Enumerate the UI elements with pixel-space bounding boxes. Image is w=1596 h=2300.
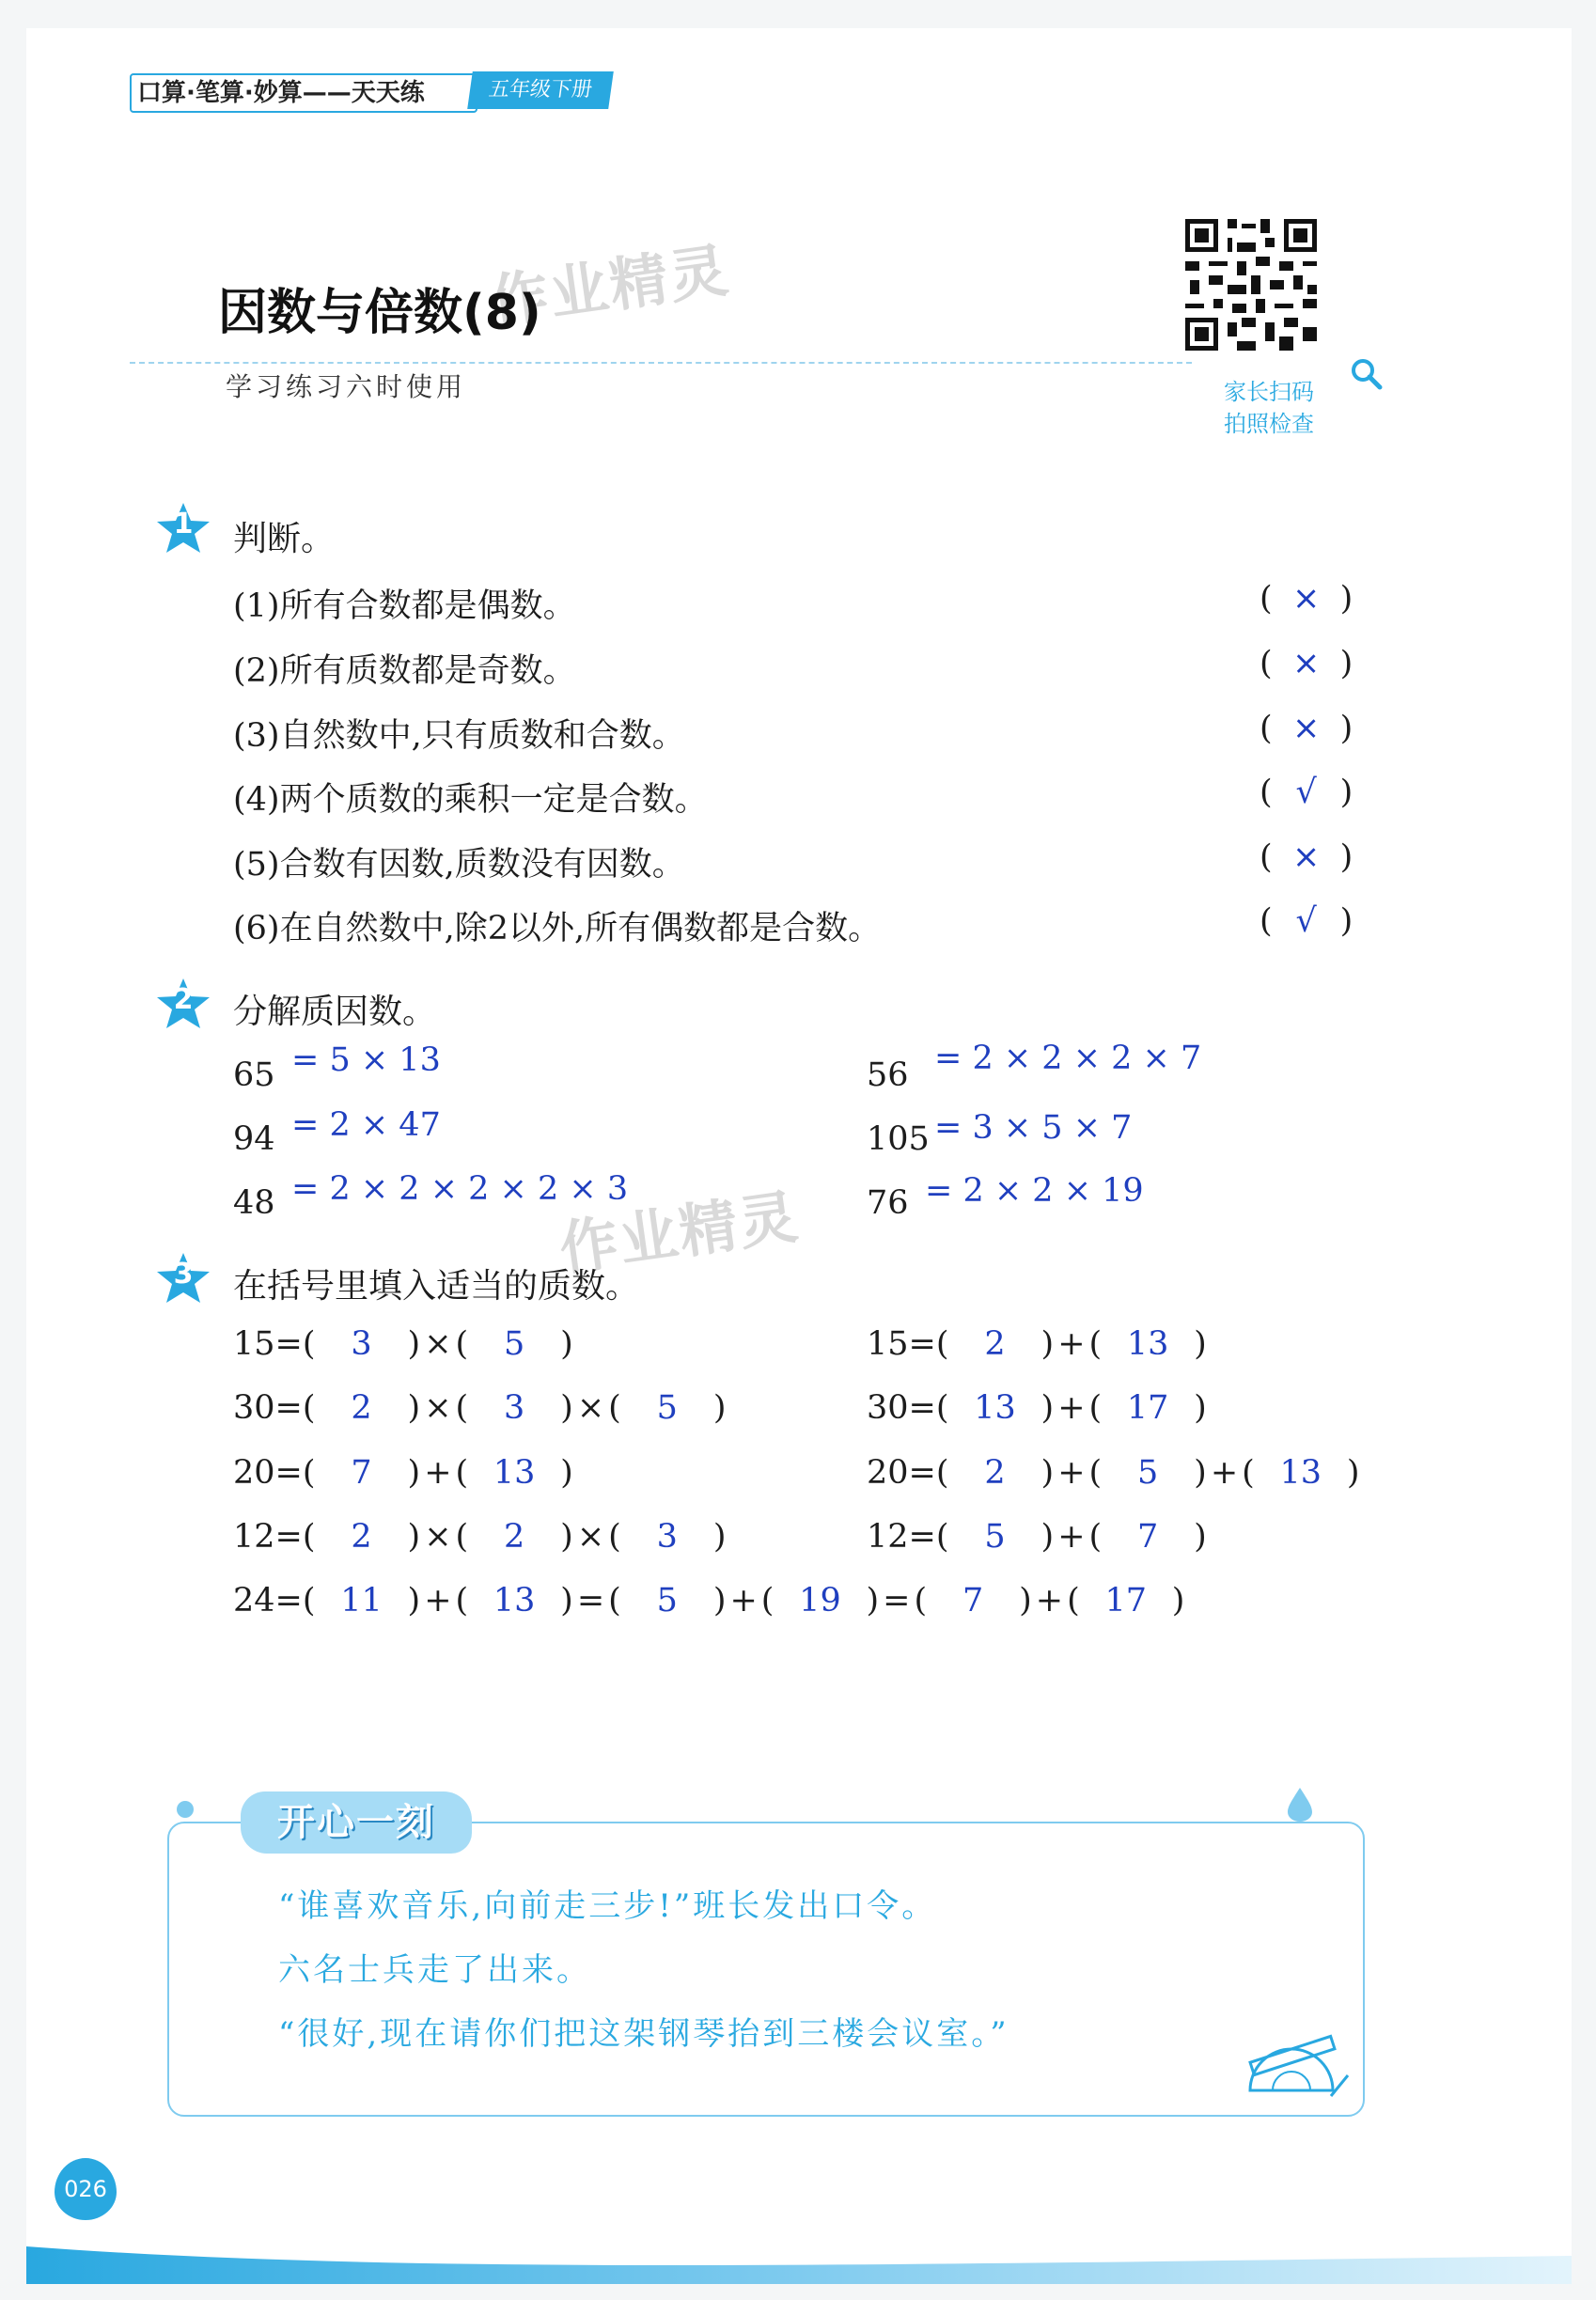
- series-header: [130, 68, 628, 117]
- prime-answer-blank[interactable]: ( 3 ): [455, 1389, 573, 1427]
- prime-answer-value: 17: [1126, 1389, 1169, 1427]
- equation-prefix: 20=: [233, 1454, 303, 1492]
- prime-answer-value: 13: [1126, 1325, 1169, 1363]
- prime-answer-blank[interactable]: ( 2 ): [935, 1454, 1055, 1492]
- judge-item-4: (4)两个质数的乘积一定是合数。: [233, 781, 708, 819]
- ruler-protractor-icon: [1241, 2030, 1353, 2105]
- qr-label-line-2: 拍照检查: [1224, 411, 1314, 437]
- prime-answer-value: 19: [799, 1582, 841, 1619]
- factor-answer-48[interactable]: = 2 × 2 × 2 × 2 × 3: [291, 1170, 629, 1208]
- prime-fill-line: [233, 1454, 573, 1492]
- prime-answer-value: 2: [984, 1454, 1006, 1492]
- judge-answer-5[interactable]: ( × ): [1260, 838, 1353, 876]
- operator: ×: [424, 1389, 452, 1427]
- grade-badge: 五年级下册: [467, 71, 614, 109]
- judge-mark-4: √: [1295, 774, 1317, 811]
- prime-answer-value: 2: [984, 1325, 1006, 1363]
- prime-fill-line: [233, 1518, 726, 1556]
- prime-answer-value: 17: [1104, 1582, 1147, 1619]
- prime-fill-line: [867, 1454, 1359, 1492]
- operator: =: [576, 1582, 605, 1619]
- drop-decoration-icon: [175, 1799, 196, 1820]
- judge-mark-5: ×: [1291, 838, 1321, 876]
- operator: +: [1057, 1518, 1086, 1556]
- factor-answer-56[interactable]: = 2 × 2 × 2 × 7: [934, 1040, 1202, 1077]
- prime-answer-value: 13: [493, 1582, 536, 1619]
- judge-item-5: (5)合数有因数,质数没有因数。: [233, 846, 685, 884]
- factor-answer-65[interactable]: = 5 × 13: [291, 1041, 441, 1079]
- factor-number-65: 65: [233, 1056, 275, 1094]
- prime-answer-value: 3: [504, 1389, 525, 1427]
- judge-item-6: (6)在自然数中,除2以外,所有偶数都是合数。: [233, 910, 882, 947]
- prime-answer-blank[interactable]: ( 5 ): [608, 1582, 727, 1619]
- prime-answer-blank[interactable]: ( 5 ): [1088, 1454, 1207, 1492]
- page-number: 026: [55, 2158, 117, 2220]
- prime-answer-value: 13: [493, 1454, 536, 1492]
- prime-fill-line: [233, 1389, 726, 1427]
- prime-answer-blank[interactable]: ( 5 ): [455, 1325, 573, 1363]
- factor-number-48: 48: [233, 1184, 275, 1222]
- prime-answer-blank[interactable]: ( 2 ): [302, 1389, 421, 1427]
- factor-number-76: 76: [867, 1184, 909, 1222]
- footer-wave-decoration: [26, 2228, 1572, 2284]
- prime-answer-blank[interactable]: ( 13 ): [455, 1454, 573, 1492]
- qr-label-line-1: 家长扫码: [1224, 379, 1314, 405]
- fun-moment-tag: 开心一刻: [241, 1791, 472, 1854]
- prime-answer-blank[interactable]: ( 2 ): [455, 1518, 573, 1556]
- fun-line-3: “很好,现在请你们把这架钢琴抬到三楼会议室。”: [278, 2015, 1009, 2053]
- qr-label: [1203, 376, 1335, 440]
- prime-answer-blank[interactable]: ( 5 ): [935, 1518, 1055, 1556]
- judge-answer-6[interactable]: ( √ ): [1260, 902, 1353, 940]
- prime-answer-value: 7: [1137, 1518, 1159, 1556]
- prime-answer-value: 7: [351, 1454, 372, 1492]
- question-2-badge: [154, 976, 212, 1034]
- prime-answer-blank[interactable]: ( 17 ): [1088, 1389, 1207, 1427]
- usage-note: 学习练习六时使用: [226, 371, 467, 402]
- equation-prefix: 15=: [233, 1325, 303, 1363]
- magnifier-icon: [1348, 355, 1385, 393]
- prime-answer-blank[interactable]: ( 7 ): [1088, 1518, 1207, 1556]
- question-1-number: 1: [173, 508, 194, 540]
- prime-answer-blank[interactable]: ( 13 ): [455, 1582, 573, 1619]
- prime-answer-blank[interactable]: ( 7 ): [302, 1454, 421, 1492]
- prime-answer-value: 5: [656, 1582, 678, 1619]
- judge-answer-1[interactable]: ( × ): [1260, 580, 1353, 618]
- prime-answer-blank[interactable]: ( 2 ): [302, 1518, 421, 1556]
- judge-mark-6: √: [1295, 902, 1317, 940]
- judge-mark-3: ×: [1291, 710, 1321, 747]
- judge-mark-1: ×: [1291, 580, 1321, 618]
- judge-answer-3[interactable]: ( × ): [1260, 710, 1353, 747]
- prime-answer-blank[interactable]: ( 3 ): [302, 1325, 421, 1363]
- prime-answer-blank[interactable]: ( 3 ): [608, 1518, 727, 1556]
- operator: ×: [424, 1518, 452, 1556]
- operator: ×: [576, 1518, 605, 1556]
- drop-decoration-icon: [1284, 1786, 1316, 1822]
- question-2-number: 2: [173, 983, 194, 1016]
- prime-answer-value: 5: [1137, 1454, 1159, 1492]
- prime-fill-line: [867, 1389, 1207, 1427]
- operator: +: [1057, 1389, 1086, 1427]
- equation-prefix: 12=: [233, 1518, 303, 1556]
- prime-answer-value: 2: [351, 1389, 372, 1427]
- prime-answer-value: 5: [984, 1518, 1006, 1556]
- operator: +: [424, 1582, 452, 1619]
- series-title: 口算·笔算·妙算——天天练: [130, 73, 477, 113]
- watermark-middle: 作业精灵: [555, 1181, 804, 1284]
- equation-prefix: 20=: [867, 1454, 936, 1492]
- equation-prefix: 30=: [233, 1389, 303, 1427]
- prime-answer-blank[interactable]: ( 11 ): [302, 1582, 421, 1619]
- watermark-top: 作业精灵: [485, 235, 734, 337]
- prime-answer-blank[interactable]: ( 13 ): [935, 1389, 1055, 1427]
- operator: ×: [424, 1325, 452, 1363]
- judge-answer-2[interactable]: ( × ): [1260, 645, 1353, 682]
- prime-answer-value: 3: [351, 1325, 372, 1363]
- prime-answer-blank[interactable]: ( 2 ): [935, 1325, 1055, 1363]
- title-divider: [130, 362, 1192, 364]
- judge-item-1: (1)所有合数都是偶数。: [233, 587, 576, 625]
- page-title: 因数与倍数(8): [218, 285, 541, 341]
- judge-mark-2: ×: [1291, 645, 1321, 682]
- judge-item-2: (2)所有质数都是奇数。: [233, 652, 576, 690]
- operator: +: [1035, 1582, 1064, 1619]
- operator: +: [1210, 1454, 1239, 1492]
- question-3-number: 3: [173, 1258, 194, 1291]
- equation-prefix: 30=: [867, 1389, 936, 1427]
- prime-answer-value: 2: [504, 1518, 525, 1556]
- qr-code-icon[interactable]: [1181, 214, 1322, 355]
- factor-answer-105[interactable]: = 3 × 5 × 7: [934, 1109, 1133, 1147]
- judge-item-3: (3)自然数中,只有质数和合数。: [233, 717, 685, 755]
- operator: ×: [576, 1389, 605, 1427]
- question-3-title: 在括号里填入适当的质数。: [233, 1267, 640, 1306]
- question-2-title: 分解质因数。: [233, 993, 437, 1031]
- operator: =: [883, 1582, 911, 1619]
- factor-answer-76[interactable]: = 2 × 2 × 19: [925, 1172, 1144, 1210]
- operator: +: [729, 1582, 758, 1619]
- prime-answer-value: 11: [340, 1582, 383, 1619]
- prime-answer-blank[interactable]: ( 5 ): [608, 1389, 727, 1427]
- factor-number-56: 56: [867, 1056, 909, 1094]
- equation-prefix: 12=: [867, 1518, 936, 1556]
- question-1-badge: [154, 500, 212, 558]
- factor-number-94: 94: [233, 1120, 275, 1158]
- prime-answer-value: 3: [656, 1518, 678, 1556]
- prime-fill-line: [867, 1518, 1207, 1556]
- equation-prefix: 15=: [867, 1325, 936, 1363]
- prime-answer-value: 5: [504, 1325, 525, 1363]
- prime-answer-value: 7: [962, 1582, 984, 1619]
- fun-line-1: “谁喜欢音乐,向前走三步!”班长发出口令。: [278, 1887, 937, 1925]
- equation-prefix: 24=: [233, 1582, 303, 1619]
- factor-answer-94[interactable]: = 2 × 47: [291, 1106, 441, 1144]
- factor-number-105: 105: [867, 1120, 930, 1158]
- prime-answer-blank[interactable]: ( 17 ): [1067, 1582, 1185, 1619]
- prime-answer-blank[interactable]: ( 13 ): [1242, 1454, 1360, 1492]
- prime-fill-line: [233, 1582, 1184, 1619]
- prime-answer-blank[interactable]: ( 19 ): [760, 1582, 880, 1619]
- prime-answer-value: 2: [351, 1518, 372, 1556]
- prime-answer-value: 13: [974, 1389, 1016, 1427]
- prime-answer-value: 13: [1279, 1454, 1322, 1492]
- prime-answer-blank[interactable]: ( 7 ): [914, 1582, 1032, 1619]
- prime-answer-value: 5: [656, 1389, 678, 1427]
- prime-answer-blank[interactable]: ( 13 ): [1088, 1325, 1207, 1363]
- prime-fill-line: [867, 1325, 1207, 1363]
- question-3-badge: [154, 1250, 212, 1308]
- judge-answer-4[interactable]: ( √ ): [1260, 774, 1353, 811]
- operator: +: [424, 1454, 452, 1492]
- prime-fill-line: [233, 1325, 573, 1363]
- question-1-title: 判断。: [233, 520, 336, 558]
- operator: +: [1057, 1454, 1086, 1492]
- operator: +: [1057, 1325, 1086, 1363]
- fun-line-2: 六名士兵走了出来。: [278, 1951, 591, 1989]
